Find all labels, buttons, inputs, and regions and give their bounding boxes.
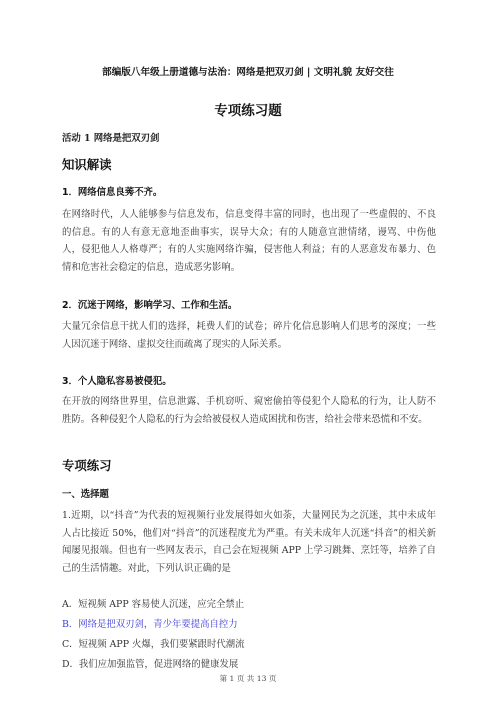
- question-type-heading: 一、选择题: [62, 489, 109, 500]
- practice-heading: 专项练习: [62, 458, 112, 473]
- option-a: A．短视频 APP 容易使人沉迷，应完全禁止: [62, 599, 245, 610]
- document-title: 部编版八年级上册道德与法治：网络是把双刃剑 | 文明礼貌 友好交往: [102, 67, 394, 78]
- knowledge-point-text: 在开放的网络世界里，信息泄露、手机窃听、窥密偷拍等侵犯个人隐私的行为，让人防不胜防。各种侵犯个人隐私的行为会给被侵权人造成困扰和伤害，给社会带来恐慌和不安。: [62, 396, 436, 425]
- option-c: C．短视频 APP 火爆，我们要紧跟时代潮流: [62, 639, 245, 650]
- option-d: D．我们应加强监管，促进网络的健康发展: [62, 659, 239, 670]
- activity-heading: 活动 1 网络是把双刃剑: [62, 133, 160, 144]
- knowledge-heading: 知识解读: [62, 157, 112, 172]
- knowledge-point-title: 2．沉迷于网络，影响学习、工作和生活。: [62, 300, 238, 311]
- knowledge-point-text: 大量冗余信息干扰人们的选择，耗费人们的试卷；碎片化信息影响人们思考的深度；一些人因沉迷于网络、虚拟交往而疏离了现实的人际关系。: [62, 321, 436, 350]
- question-text: 1.近期，以“抖音”为代表的短视频行业发展得如火如荼，大量网民为之沉迷，其中未成年人占比接近 50%，他们对“抖音”的沉迷程度尤为严重。有关未成年人沉迷“抖音”的相关新闻屡见报端。但也有一些网友表示，自己会在短视频 APP 上学习跳舞、烹饪等，培养了自己的生活情趣。对此，下列认识正确的是: [62, 510, 436, 574]
- knowledge-point-title: 1．网络信息良莠不齐。: [62, 187, 163, 198]
- knowledge-point-title: 3．个人隐私容易被侵犯。: [62, 376, 172, 387]
- option-b: B．网络是把双刃剑，青少年要提高自控力: [62, 619, 238, 630]
- knowledge-point-text: 在网络时代，人人能够参与信息发布，信息变得丰富的同时，也出现了一些虚假的、不良的信息。有的人有意无意地歪曲事实，误导大众；有的人随意宣泄情绪，谩骂、中伤他人，侵犯他人人格尊严；有的人实施网络诈骗，侵害他人利益；有的人恶意发布暴力、色情和危害社会稳定的信息，造成恶劣影响。: [62, 209, 436, 273]
- section-title: 专项练习题: [214, 103, 282, 119]
- page-number: 第 1 页 共 13 页: [219, 674, 277, 683]
